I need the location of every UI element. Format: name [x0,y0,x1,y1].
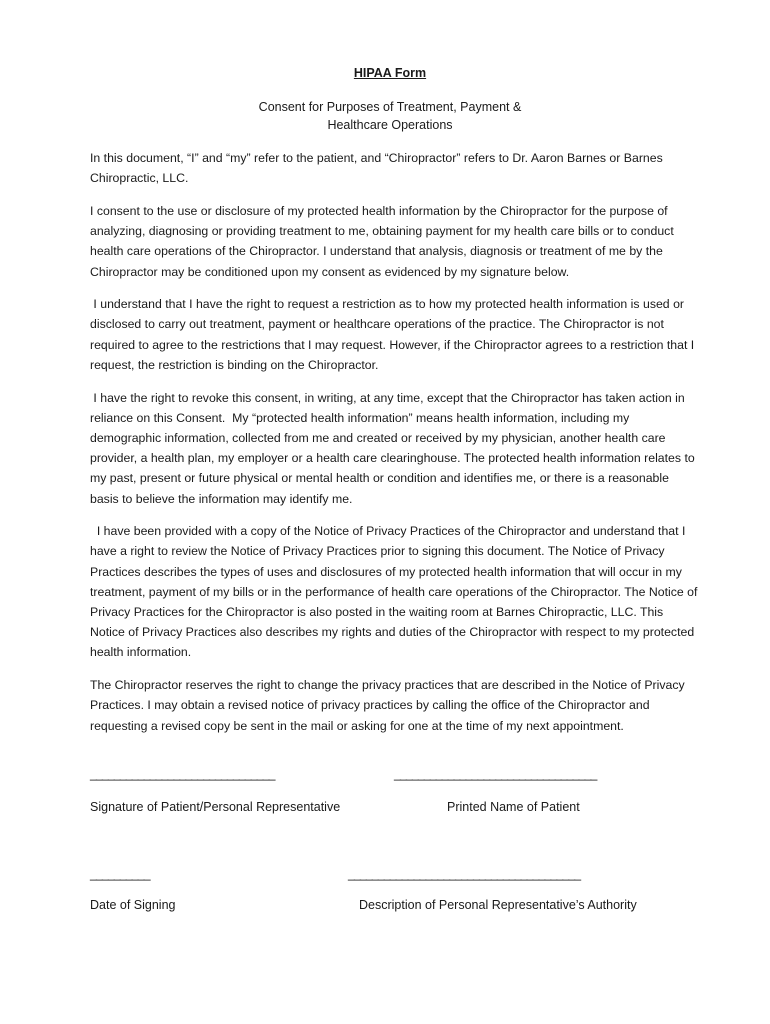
form-title: HIPAA Form [353,66,427,80]
date-signing-label: Date of Signing [90,898,176,912]
paragraph-notice: I have been provided with a copy of the Notice of Privacy Practices of the Chiropractor and understand that I have a right to review the Notice of Privacy Practices prior to signing this document. The Notice of Privacy Practices describes the types of uses and disclosures of my protected health information that will occur in my treatment, payment of my bills or in the performance of health care operations of the Chiropractor. The Notice of Privacy Practices for the Chiropractor is also posted in the waiting room at Barnes Chiropractic, LLC. This Notice of Privacy Practices also describes my rights and duties of the Chiropractor with respect to my protected health information. [90,524,701,660]
paragraph-revoke: I have the right to revoke this consent, in writing, at any time, except that the Chiropractor has taken action in reliance on this Consent. My “protected health information” means health information, including my demographic information, collected from me and created or received by my physician, another health care provider, a health plan, my employer or a health care clearinghouse. The protected health information relates to my past, present or future physical or mental health or condition and identifies me, or there is a reasonable basis to believe the information may identify me. [90,390,699,506]
subtitle-line-1: Consent for Purposes of Treatment, Payment & [258,100,522,114]
paragraph-changes: The Chiropractor reserves the right to change the privacy practices that are described in the Notice of Privacy Practices. I may obtain a revised notice of privacy practices by calling the office of the Chiropractor and requesting a revised copy be sent in the mail or asking for one at the time of my next appointment. [90,678,685,733]
paragraph-definitions: In this document, “I” and “my” refer to the patient, and “Chiropractor” refers to Dr. Aaron Barnes or Barnes Chiropractic, LLC. [90,151,663,186]
date-signing-line[interactable]: __________ [90,867,150,881]
authority-label: Description of Personal Representative’s Authority [359,898,637,912]
printed-name-line[interactable]: __________________________________ [394,767,597,781]
form-subtitle [0,98,770,134]
paragraph-restriction: I understand that I have the right to request a restriction as to how my protected health information is used or disclosed to carry out treatment, payment or healthcare operations of the practice. The Chiropractor is not required to agree to the restrictions that I may request. However, if the Chiropractor agrees to a restriction that I request, the restriction is binding on the Chiropractor. [90,297,698,372]
patient-signature-label: Signature of Patient/Personal Representative [90,800,341,814]
consent-body [90,148,701,748]
patient-signature-line[interactable]: _______________________________ [90,767,275,781]
printed-name-label: Printed Name of Patient [447,800,580,814]
subtitle-line-2: Healthcare Operations [327,118,453,132]
authority-line[interactable]: _______________________________________ [348,867,581,881]
paragraph-consent: I consent to the use or disclosure of my protected health information by the Chiropractor for the purpose of analyzing, diagnosing or providing treatment to me, obtaining payment for my health care bills or to conduct health care operations of the Chiropractor. I understand that analysis, diagnosis or treatment of me by the Chiropractor may be conditioned upon my consent as evidenced by my signature below. [90,203,674,279]
